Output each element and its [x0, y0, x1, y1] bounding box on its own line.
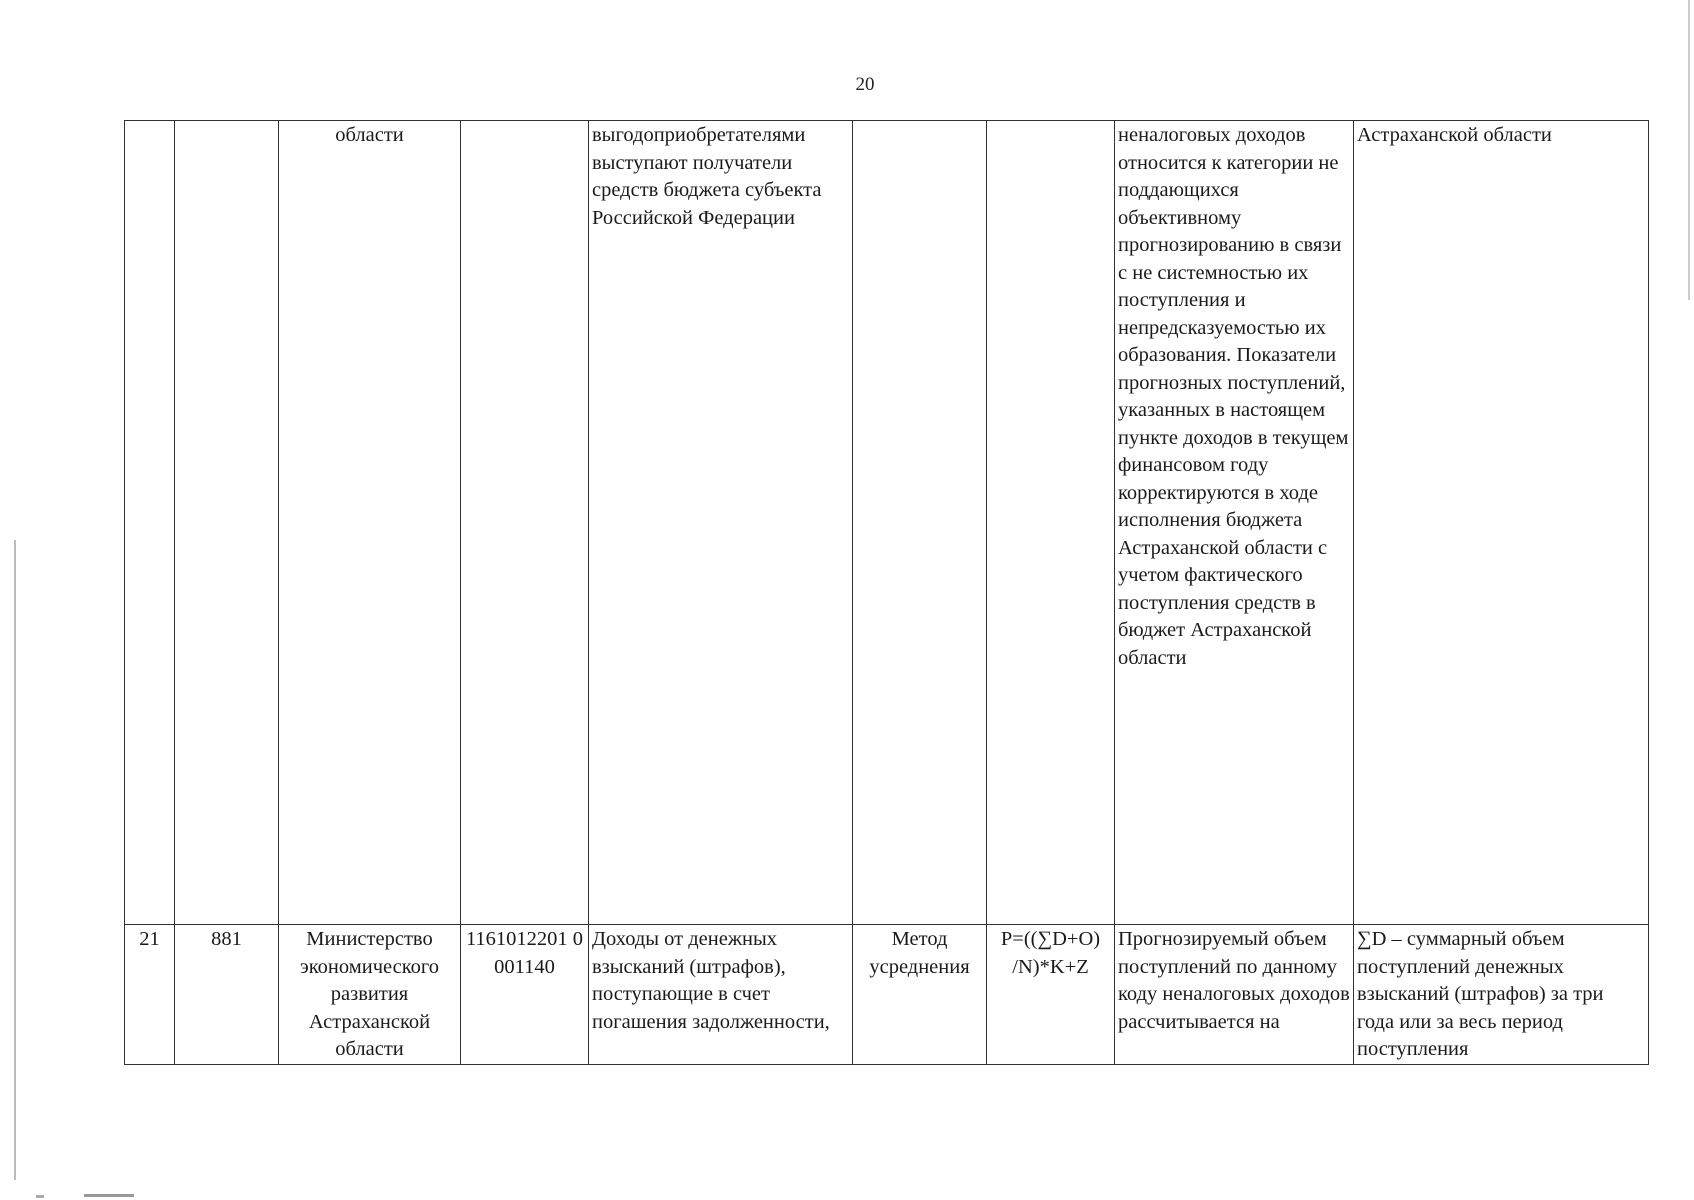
scan-edge-right	[1688, 0, 1690, 300]
cell-algorithm: неналоговых доходов относится к категории не поддающихся объективному прогнозированию в связи с не системностью их поступления и непредсказуемостью их образования. Показатели прогнозных поступлений, указанных в настоящем пункте доходов в текущем финансовом году корректируются в ходе исполнения бюджета Астраханской области с учетом фактического поступления средств в бюджет Астраханской области	[1115, 121, 1354, 925]
table-row	[125, 925, 1649, 1065]
cell-admin-code	[175, 121, 279, 925]
cell-admin-name: области	[279, 121, 461, 925]
page-number: 20	[855, 74, 875, 95]
cell-admin-code: 881	[175, 925, 279, 1065]
cell-description: Астраханской области	[1354, 121, 1649, 925]
cell-income-name: выгодоприобретателями выступают получатели средств бюджета субъекта Российской Федерации	[589, 121, 853, 925]
scan-mark-dot	[36, 1195, 44, 1198]
cell-formula: P=((∑D+O) /N)*K+Z	[987, 925, 1115, 1065]
table-row	[125, 121, 1649, 925]
scan-edge-left	[14, 540, 16, 1180]
cell-formula	[987, 121, 1115, 925]
cell-method	[853, 121, 987, 925]
cell-algorithm: Прогнозируемый объем поступлений по данному коду неналоговых доходов рассчитывается на	[1115, 925, 1354, 1065]
cell-row-number: 21	[125, 925, 175, 1065]
cell-kbk-code: 1161012201 0001140	[461, 925, 589, 1065]
cell-method: Метод усреднения	[853, 925, 987, 1065]
revenue-forecast-table	[124, 120, 1649, 1065]
cell-description: ∑D – суммарный объем поступлений денежных взысканий (штрафов) за три года или за весь период поступления	[1354, 925, 1649, 1065]
scan-mark-bar	[84, 1194, 134, 1197]
cell-admin-name: Министерство экономического развития Астраханской области	[279, 925, 461, 1065]
cell-row-number	[125, 121, 175, 925]
cell-kbk-code	[461, 121, 589, 925]
cell-income-name: Доходы от денежных взысканий (штрафов), поступающие в счет погашения задолженности,	[589, 925, 853, 1065]
